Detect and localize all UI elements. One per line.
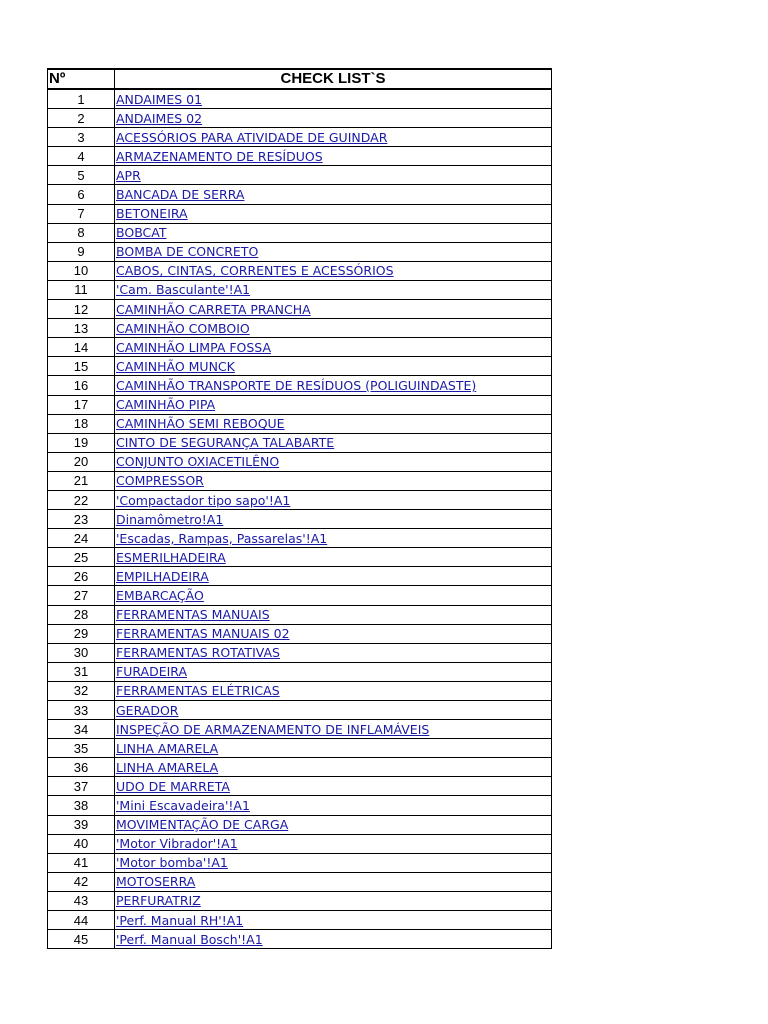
table-row <box>48 376 552 395</box>
row-number: 12 <box>48 300 115 319</box>
table-row <box>48 338 552 357</box>
table-row <box>48 89 552 109</box>
row-number: 11 <box>48 280 115 299</box>
row-number: 38 <box>48 796 115 815</box>
checklist-item-cell <box>115 567 552 586</box>
checklist-item-cell <box>115 701 552 720</box>
table-row <box>48 414 552 433</box>
table-row <box>48 796 552 815</box>
table-row <box>48 872 552 891</box>
row-number: 23 <box>48 510 115 529</box>
checklist-item-cell <box>115 834 552 853</box>
checklist-item-cell <box>115 261 552 280</box>
table-row <box>48 471 552 490</box>
table-row <box>48 548 552 567</box>
table-row <box>48 147 552 166</box>
checklist-item-cell <box>115 643 552 662</box>
checklist-item-cell <box>115 911 552 930</box>
checklist-link[interactable]: ESMERILHADEIRA <box>116 549 226 565</box>
row-number: 35 <box>48 739 115 758</box>
table-row <box>48 128 552 147</box>
checklist-link[interactable]: CAMINHÃO PIPA <box>116 397 216 413</box>
row-number: 27 <box>48 586 115 605</box>
checklist-item-cell <box>115 395 552 414</box>
table-row <box>48 395 552 414</box>
table-row <box>48 280 552 299</box>
table-row <box>48 815 552 834</box>
checklist-link[interactable]: CAMINHÃO CARRETA PRANCHA <box>116 301 311 317</box>
number-column-header: Nº <box>48 69 115 89</box>
checklist-link[interactable]: CAMINHÃO LIMPA FOSSA <box>116 339 272 355</box>
checklist-item-cell <box>115 872 552 891</box>
row-number: 40 <box>48 834 115 853</box>
table-row <box>48 911 552 930</box>
row-number: 15 <box>48 357 115 376</box>
checklist-item-cell <box>115 280 552 299</box>
table-row <box>48 529 552 548</box>
row-number: 20 <box>48 452 115 471</box>
checklist-link[interactable]: LINHA AMARELA <box>116 740 219 756</box>
checklist-rows <box>48 89 552 949</box>
row-number: 31 <box>48 662 115 681</box>
checklist-item-cell <box>115 853 552 872</box>
checklist-item-cell <box>115 414 552 433</box>
checklist-item-cell <box>115 376 552 395</box>
checklist-link[interactable]: 'Motor Vibrador'!A1 <box>116 836 238 852</box>
row-number: 28 <box>48 605 115 624</box>
row-number: 37 <box>48 777 115 796</box>
table-row <box>48 185 552 204</box>
checklist-item-cell <box>115 720 552 739</box>
checklist-item-cell <box>115 624 552 643</box>
row-number: 13 <box>48 319 115 338</box>
checklist-link[interactable]: UDO DE MARRETA <box>116 778 230 794</box>
checklist-link[interactable]: INSPEÇÃO DE ARMAZENAMENTO DE INFLAMÁVEIS <box>116 721 430 737</box>
checklist-item-cell <box>115 490 552 509</box>
checklist-link[interactable]: GERADOR <box>116 702 179 718</box>
checklist-link[interactable]: EMPILHADEIRA <box>116 568 209 584</box>
table-row <box>48 166 552 185</box>
table-row <box>48 681 552 700</box>
checklist-item-cell <box>115 357 552 376</box>
table-row <box>48 605 552 624</box>
row-number: 14 <box>48 338 115 357</box>
checklist-link[interactable]: Dinamômetro!A1 <box>116 511 224 527</box>
checklist-link[interactable]: APR <box>116 167 141 183</box>
checklist-item-cell <box>115 166 552 185</box>
checklist-item-cell <box>115 109 552 128</box>
checklist-item-cell <box>115 586 552 605</box>
checklist-link[interactable]: CAMINHÃO SEMI REBOQUE <box>116 416 285 432</box>
checklist-item-cell <box>115 548 552 567</box>
row-number: 42 <box>48 872 115 891</box>
row-number: 10 <box>48 261 115 280</box>
row-number: 25 <box>48 548 115 567</box>
checklist-link[interactable]: COMPRESSOR <box>116 473 204 489</box>
row-number: 7 <box>48 204 115 223</box>
table-row <box>48 223 552 242</box>
checklist-item-cell <box>115 433 552 452</box>
row-number: 26 <box>48 567 115 586</box>
checklist-item-cell <box>115 300 552 319</box>
checklist-link[interactable]: BANCADA DE SERRA <box>116 187 245 203</box>
checklist-link[interactable]: CAMINHÃO COMBOIO <box>116 320 250 336</box>
row-number: 32 <box>48 681 115 700</box>
table-row <box>48 109 552 128</box>
checklist-item-cell <box>115 739 552 758</box>
table-row <box>48 433 552 452</box>
checklist-link[interactable]: CAMINHÃO TRANSPORTE DE RESÍDUOS (POLIGUINDASTE) <box>116 377 477 393</box>
checklist-link[interactable]: BETONEIRA <box>116 206 188 222</box>
table-row <box>48 567 552 586</box>
row-number: 8 <box>48 223 115 242</box>
checklist-item-cell <box>115 529 552 548</box>
table-row <box>48 586 552 605</box>
table-row <box>48 739 552 758</box>
checklist-link[interactable]: FERRAMENTAS ROTATIVAS <box>116 645 280 661</box>
table-row <box>48 624 552 643</box>
row-number: 45 <box>48 930 115 949</box>
checklist-link[interactable]: EMBARCAÇÃO <box>116 587 204 603</box>
checklist-link[interactable]: BOMBA DE CONCRETO <box>116 244 259 260</box>
row-number: 33 <box>48 701 115 720</box>
row-number: 1 <box>48 89 115 109</box>
row-number: 6 <box>48 185 115 204</box>
checklist-link[interactable]: ARMAZENAMENTO DE RESÍDUOS <box>116 148 323 164</box>
table-row <box>48 261 552 280</box>
checklist-link[interactable]: BOBCAT <box>116 225 167 241</box>
table-row <box>48 720 552 739</box>
table-row <box>48 701 552 720</box>
table-row <box>48 300 552 319</box>
checklist-item-cell <box>115 128 552 147</box>
checklist-item-cell <box>115 471 552 490</box>
row-number: 16 <box>48 376 115 395</box>
row-number: 36 <box>48 758 115 777</box>
row-number: 29 <box>48 624 115 643</box>
checklist-item-cell <box>115 681 552 700</box>
checklist-item-cell <box>115 605 552 624</box>
checklist-link[interactable]: MOTOSERRA <box>116 874 196 890</box>
row-number: 9 <box>48 242 115 261</box>
row-number: 5 <box>48 166 115 185</box>
table-row <box>48 643 552 662</box>
row-number: 4 <box>48 147 115 166</box>
header-row <box>48 69 552 89</box>
table-row <box>48 490 552 509</box>
table-row <box>48 510 552 529</box>
checklist-link[interactable]: ANDAIMES 02 <box>116 110 203 126</box>
checklist-item-cell <box>115 242 552 261</box>
row-number: 2 <box>48 109 115 128</box>
checklist-item-cell <box>115 930 552 949</box>
checklist-link[interactable]: 'Perf. Manual Bosch'!A1 <box>116 931 263 947</box>
checklist-item-cell <box>115 796 552 815</box>
checklist-item-cell <box>115 89 552 109</box>
checklist-item-cell <box>115 452 552 471</box>
checklist-table <box>47 68 552 949</box>
row-number: 39 <box>48 815 115 834</box>
table-row <box>48 242 552 261</box>
row-number: 18 <box>48 414 115 433</box>
checklist-link[interactable]: PERFURATRIZ <box>116 893 201 909</box>
checklist-link[interactable]: 'Cam. Basculante'!A1 <box>116 282 251 298</box>
table-row <box>48 452 552 471</box>
table-row <box>48 777 552 796</box>
checklist-item-cell <box>115 185 552 204</box>
row-number: 17 <box>48 395 115 414</box>
checklist-item-cell <box>115 338 552 357</box>
row-number: 30 <box>48 643 115 662</box>
checklist-link[interactable]: 'Mini Escavadeira'!A1 <box>116 798 250 814</box>
checklist-item-cell <box>115 815 552 834</box>
table-row <box>48 930 552 949</box>
checklist-item-cell <box>115 510 552 529</box>
table-row <box>48 662 552 681</box>
row-number: 21 <box>48 471 115 490</box>
table-row <box>48 357 552 376</box>
checklist-item-cell <box>115 147 552 166</box>
table-row <box>48 891 552 910</box>
row-number: 44 <box>48 911 115 930</box>
row-number: 24 <box>48 529 115 548</box>
row-number: 3 <box>48 128 115 147</box>
checklist-link[interactable]: 'Motor bomba'!A1 <box>116 855 228 871</box>
checklist-link[interactable]: LINHA AMARELA <box>116 759 219 775</box>
checklist-link[interactable]: CONJUNTO OXIACETILÊNO <box>116 454 280 470</box>
row-number: 43 <box>48 891 115 910</box>
table-row <box>48 319 552 338</box>
checklist-link[interactable]: ACESSÓRIOS PARA ATIVIDADE DE GUINDAR <box>116 129 388 145</box>
checklist-item-cell <box>115 319 552 338</box>
checklist-link[interactable]: FURADEIRA <box>116 664 188 680</box>
checklist-title-header: CHECK LIST`S <box>115 69 552 89</box>
checklist-link[interactable]: CAMINHÃO MUNCK <box>116 358 235 374</box>
checklist-item-cell <box>115 891 552 910</box>
checklist-link[interactable]: ANDAIMES 01 <box>116 91 203 107</box>
checklist-link[interactable]: MOVIMENTAÇÃO DE CARGA <box>116 817 289 833</box>
table-row <box>48 834 552 853</box>
checklist-link[interactable]: 'Compactador tipo sapo'!A1 <box>116 492 291 508</box>
checklist-link[interactable]: 'Escadas, Rampas, Passarelas'!A1 <box>116 530 328 546</box>
checklist-item-cell <box>115 223 552 242</box>
checklist-link[interactable]: FERRAMENTAS MANUAIS <box>116 607 270 623</box>
row-number: 19 <box>48 433 115 452</box>
row-number: 22 <box>48 490 115 509</box>
checklist-link[interactable]: CINTO DE SEGURANÇA TALABARTE <box>116 435 335 451</box>
checklist-item-cell <box>115 204 552 223</box>
table-row <box>48 758 552 777</box>
checklist-item-cell <box>115 662 552 681</box>
table-row <box>48 204 552 223</box>
row-number: 34 <box>48 720 115 739</box>
checklist-item-cell <box>115 777 552 796</box>
checklist-item-cell <box>115 758 552 777</box>
table-row <box>48 853 552 872</box>
checklist-link[interactable]: 'Perf. Manual RH'!A1 <box>116 912 244 928</box>
row-number: 41 <box>48 853 115 872</box>
checklist-link[interactable]: FERRAMENTAS ELÉTRICAS <box>116 683 280 699</box>
checklist-link[interactable]: CABOS, CINTAS, CORRENTES E ACESSÓRIOS <box>116 263 394 279</box>
checklist-link[interactable]: FERRAMENTAS MANUAIS 02 <box>116 626 290 642</box>
